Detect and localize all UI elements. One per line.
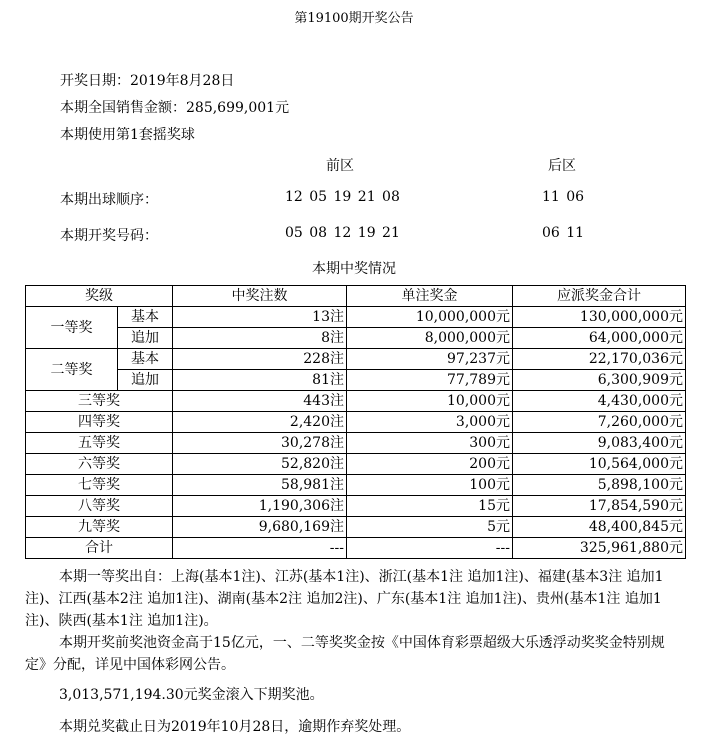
sub-level-cell: 追加: [118, 328, 173, 349]
total-cell: 10,564,000元: [513, 454, 686, 475]
prize-section-title: 本期中奖情况: [312, 261, 396, 277]
total-cell: 9,083,400元: [513, 433, 686, 454]
each-cell: 300元: [347, 433, 513, 454]
header-total: 应派奖金合计: [513, 286, 686, 307]
level-cell: 三等奖: [26, 391, 173, 412]
total-cell: 17,854,590元: [513, 496, 686, 517]
each-cell: 100元: [347, 475, 513, 496]
count-cell: 81注: [173, 370, 347, 391]
total-cell: 22,170,036元: [513, 349, 686, 370]
back-zone-header: 后区: [548, 158, 576, 174]
level-cell: 二等奖: [26, 349, 118, 391]
table-row: [26, 370, 686, 391]
count-cell: 2,420注: [173, 412, 347, 433]
table-row: [26, 517, 686, 538]
table-row: [26, 349, 686, 370]
deadline-note: 本期兑奖截止日为2019年10月28日，逾期作弃奖处理。: [59, 719, 411, 735]
level-cell: 一等奖: [26, 307, 118, 349]
count-cell: 8注: [173, 328, 347, 349]
each-cell: 10,000,000元: [347, 307, 513, 328]
sub-level-cell: 基本: [118, 307, 173, 328]
each-cell: 8,000,000元: [347, 328, 513, 349]
draw-order-front: 12 05 19 21 08: [285, 189, 400, 205]
count-cell: ---: [173, 538, 347, 559]
winning-numbers-label: 本期开奖号码：: [60, 228, 158, 244]
total-cell: 64,000,000元: [513, 328, 686, 349]
each-cell: 15元: [347, 496, 513, 517]
first-prize-regions: 本期一等奖出自：上海(基本1注)、江苏(基本1注)、浙江(基本1注 追加1注)、福建(基本3注 追加1注)、江西(基本2注 追加1注)、湖南(基本2注 追加2注)、广东(基本1注 追加1注)、贵州(基本1注 追加1注)、陕西(基本1注 追加1注)。: [25, 569, 664, 629]
total-cell: 7,260,000元: [513, 412, 686, 433]
sub-level-cell: 基本: [118, 349, 173, 370]
each-cell: ---: [347, 538, 513, 559]
table-sum-row: [26, 538, 686, 559]
count-cell: 228注: [173, 349, 347, 370]
each-cell: 3,000元: [347, 412, 513, 433]
count-cell: 13注: [173, 307, 347, 328]
draw-date: 开奖日期：2019年8月28日: [60, 73, 235, 89]
page-title: 第19100期开奖公告: [294, 11, 414, 26]
sub-level-cell: 追加: [118, 370, 173, 391]
table-row: [26, 475, 686, 496]
level-cell: 九等奖: [26, 517, 173, 538]
front-zone-header: 前区: [326, 158, 354, 174]
ball-set: 本期使用第1套摇奖球: [60, 127, 195, 143]
rollover-note: 3,013,571,194.30元奖金滚入下期奖池。: [59, 687, 324, 703]
total-cell: 48,400,845元: [513, 517, 686, 538]
level-cell: 六等奖: [26, 454, 173, 475]
level-cell: 五等奖: [26, 433, 173, 454]
count-cell: 52,820注: [173, 454, 347, 475]
table-row: [26, 307, 686, 328]
count-cell: 30,278注: [173, 433, 347, 454]
table-row: [26, 412, 686, 433]
winning-numbers-front: 05 08 12 19 21: [285, 225, 400, 241]
header-level: 奖级: [26, 286, 173, 307]
each-cell: 10,000元: [347, 391, 513, 412]
draw-order-back: 11 06: [542, 189, 585, 205]
each-cell: 5元: [347, 517, 513, 538]
count-cell: 1,190,306注: [173, 496, 347, 517]
prize-table: [25, 285, 686, 559]
each-cell: 97,237元: [347, 349, 513, 370]
total-cell: 4,430,000元: [513, 391, 686, 412]
count-cell: 9,680,169注: [173, 517, 347, 538]
level-cell: 合计: [26, 538, 173, 559]
table-row: [26, 454, 686, 475]
each-cell: 200元: [347, 454, 513, 475]
level-cell: 七等奖: [26, 475, 173, 496]
count-cell: 443注: [173, 391, 347, 412]
sales-amount: 本期全国销售金额：285,699,001元: [60, 100, 290, 116]
table-row: [26, 391, 686, 412]
table-row: [26, 496, 686, 517]
header-count: 中奖注数: [173, 286, 347, 307]
draw-order-label: 本期出球顺序：: [60, 192, 158, 208]
total-cell: 130,000,000元: [513, 307, 686, 328]
level-cell: 八等奖: [26, 496, 173, 517]
total-cell: 6,300,909元: [513, 370, 686, 391]
table-header-row: [26, 286, 686, 307]
level-cell: 四等奖: [26, 412, 173, 433]
total-cell: 5,898,100元: [513, 475, 686, 496]
winning-numbers-back: 06 11: [542, 225, 585, 241]
table-row: [26, 433, 686, 454]
table-row: [26, 328, 686, 349]
total-cell: 325,961,880元: [513, 538, 686, 559]
header-each: 单注奖金: [347, 286, 513, 307]
pool-rule-note: 本期开奖前奖池资金高于15亿元，一、二等奖奖金按《中国体育彩票超级大乐透浮动奖奖金特别规定》分配，详见中国体彩网公告。: [25, 635, 665, 673]
count-cell: 58,981注: [173, 475, 347, 496]
each-cell: 77,789元: [347, 370, 513, 391]
